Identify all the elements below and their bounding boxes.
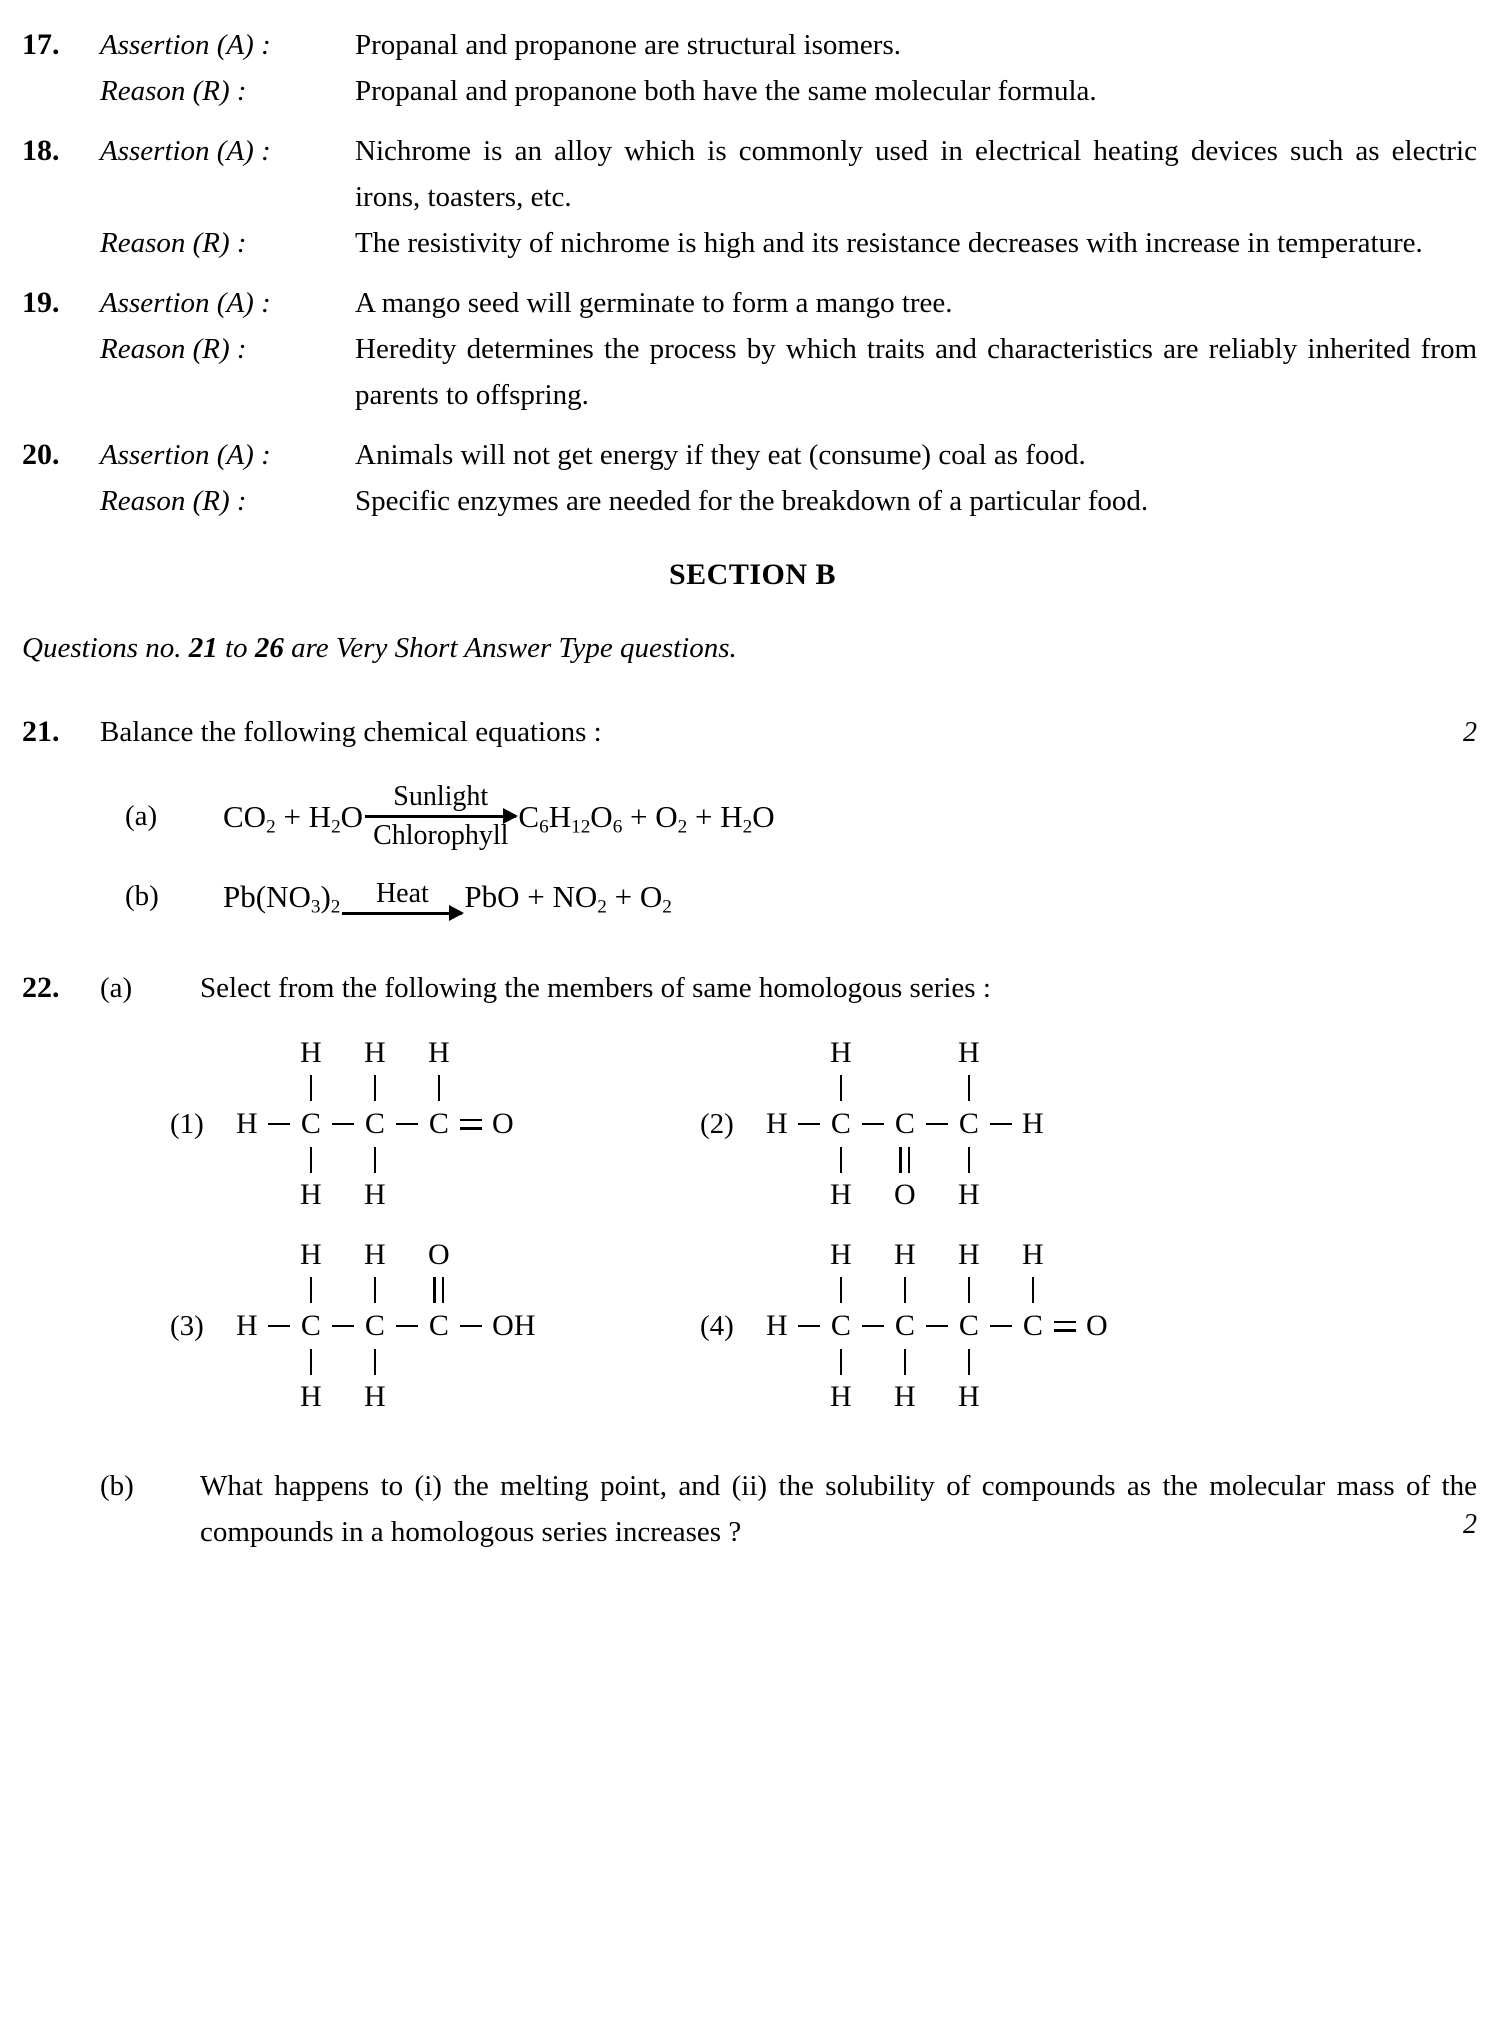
atom-center: C [894,1107,915,1140]
bond-line [268,1123,290,1126]
bond-horizontal-double [456,1033,486,1215]
atom-top: H [363,1036,386,1069]
reaction-arrow-a [365,781,516,852]
assertion-text-19: A mango seed will germinate to form a mango tree. [355,287,953,319]
bond-line [268,1325,290,1328]
question-number-21: 21. [22,715,60,748]
atom-top: H [1021,1238,1044,1271]
bond-up [374,1073,377,1103]
reason-text-19: Heredity determines the process by which traits and characteristics are reliably inherited from parents to offspring. [355,333,1477,411]
bond-line [990,1123,1012,1126]
gap-17-18 [0,114,1505,128]
atom-column-C [952,1235,986,1417]
reason-row-18 [0,220,1505,266]
bond-line [1054,1321,1076,1332]
bond-horizontal-single [328,1033,358,1215]
atom-column-C [294,1033,328,1215]
bond-line-double [432,1277,445,1303]
bond-line [968,1349,971,1375]
section-heading: SECTION B [668,558,837,591]
atom-top: H [957,1238,980,1271]
reason-row-17 [0,68,1505,114]
molecule-option-4 [700,1235,1260,1417]
bond-horizontal-single [392,1033,422,1215]
question-number-19: 19. [22,286,60,319]
bond-line [968,1277,971,1303]
bond-line [396,1123,418,1126]
reason-label-19: Reason (R) : [100,333,247,365]
assertion-row-18 [0,128,1505,220]
bond-line [310,1075,313,1101]
bond-line [310,1277,313,1303]
atom-bottom: O [893,1178,916,1211]
bond-line [310,1349,313,1375]
atom-column-H [230,1033,264,1215]
atom-center: O [1085,1309,1108,1342]
bond-horizontal-single [794,1235,824,1417]
atom-bottom: H [363,1178,386,1211]
top-spacer [0,0,1505,22]
bond-down [310,1347,313,1377]
gap-18-19 [0,266,1505,280]
atom-bottom: H [893,1380,916,1413]
bond-line [374,1147,377,1173]
bond-line [460,1325,482,1328]
atom-column-C [422,1033,456,1215]
bond-up [432,1275,445,1305]
atom-column-C [358,1033,392,1215]
bond-line [840,1075,843,1101]
arrow-below-label-a: Chlorophyll [373,820,509,851]
molecule-grid [0,1033,1505,1437]
question-number-17: 17. [22,28,60,61]
bond-down [374,1347,377,1377]
section-note [0,632,1505,665]
reason-label-18: Reason (R) : [100,227,247,259]
section-note-suffix: are Very Short Answer Type questions. [283,632,737,664]
atom-center: C [300,1107,321,1140]
atom-column-H [760,1235,794,1417]
atom-top: H [299,1238,322,1271]
bond-up [310,1275,313,1305]
bond-horizontal-single [986,1033,1016,1215]
atom-bottom: H [957,1178,980,1211]
arrow-above-label-b: Heat [375,878,429,909]
equation-a [223,781,775,852]
equation-label-a: (a) [125,800,158,832]
question-number-18: 18. [22,134,60,167]
molecule-label-3: (3) [170,1309,204,1342]
bond-line [438,1075,441,1101]
bond-down [968,1145,971,1175]
question-number-20: 20. [22,438,60,471]
bond-up [310,1073,313,1103]
bond-line [396,1325,418,1328]
reason-row-20 [0,478,1505,524]
atom-center: C [1022,1309,1043,1342]
reason-text-17: Propanal and propanone both have the same molecular formula. [355,75,1097,107]
atom-center: C [958,1107,979,1140]
atom-center: C [958,1309,979,1342]
atom-center: C [428,1107,449,1140]
bond-horizontal-single [858,1235,888,1417]
atom-column-C [294,1235,328,1417]
section-note-from: 21 [188,632,218,664]
bond-horizontal-single [328,1235,358,1417]
bond-line [460,1119,482,1130]
atom-center: C [364,1309,385,1342]
bond-down [904,1347,907,1377]
bond-line [310,1147,313,1173]
atom-column-C [422,1235,456,1417]
atom-center: C [300,1309,321,1342]
bond-up [968,1275,971,1305]
question-22-part-b [0,1463,1505,1555]
reaction-arrow-b [342,878,462,915]
bond-horizontal-single [986,1235,1016,1417]
bond-horizontal-single [858,1033,888,1215]
equation-b [223,878,672,915]
bond-line [332,1325,354,1328]
bond-horizontal-single [264,1033,294,1215]
equation-label-b: (b) [125,880,159,912]
assertion-row-19 [0,280,1505,326]
atom-column-O [486,1033,520,1215]
atom-column-H [760,1033,794,1215]
question-22-marks: 2 [1463,1509,1477,1540]
reason-text-18: The resistivity of nichrome is high and its resistance decreases with increase in temperature. [355,227,1423,259]
bond-line [840,1277,843,1303]
atom-top: H [829,1036,852,1069]
bond-down [374,1145,377,1175]
gap-19-20 [0,418,1505,432]
assertion-label-20: Assertion (A) : [100,439,271,471]
atom-center: C [428,1309,449,1342]
atom-top: H [893,1238,916,1271]
bond-up [1032,1275,1035,1305]
eq-b-products: PbO + $NO_2 + O_2$ [464,878,672,917]
bond-line [968,1075,971,1101]
assertion-text-20: Animals will not get energy if they eat (consume) coal as food. [355,439,1086,471]
bond-line [968,1147,971,1173]
atom-center: O [491,1107,514,1140]
atom-top: H [829,1238,852,1271]
bond-horizontal-single [392,1235,422,1417]
assertion-label-18: Assertion (A) : [100,135,271,167]
molecule-label-1: (1) [170,1107,204,1140]
atom-center: C [894,1309,915,1342]
atom-center: H [235,1309,258,1342]
question-21-stem: Balance the following chemical equations : [100,716,602,748]
assertion-label-19: Assertion (A) : [100,287,271,319]
assertion-text-18: Nichrome is an alloy which is commonly used in electrical heating devices such as electric irons, toasters, etc. [355,135,1477,213]
atom-bottom: H [829,1178,852,1211]
question-21-marks: 2 [1463,717,1477,748]
atom-column-C [952,1033,986,1215]
bond-horizontal-single [794,1033,824,1215]
arrow-above-label-a: Sunlight [393,781,489,812]
reason-label-20: Reason (R) : [100,485,247,517]
structure-1 [230,1033,520,1215]
atom-top: H [957,1036,980,1069]
atom-bottom: H [299,1380,322,1413]
bond-horizontal-single [264,1235,294,1417]
arrow-line-a [365,815,516,818]
atom-center: C [830,1107,851,1140]
bond-line [374,1075,377,1101]
atom-top: H [363,1238,386,1271]
bond-down [898,1145,911,1175]
assertion-row-20 [0,432,1505,478]
assertion-label-17: Assertion (A) : [100,29,271,61]
question-21-head [0,709,1505,755]
structure-3 [230,1235,542,1417]
bond-line [1032,1277,1035,1303]
section-note-to: 26 [254,632,284,664]
atom-column-C [358,1235,392,1417]
reason-text-20: Specific enzymes are needed for the breakdown of a particular food. [355,485,1149,517]
bond-down [840,1145,843,1175]
atom-center: H [765,1309,788,1342]
atom-top: H [427,1036,450,1069]
atom-center: C [364,1107,385,1140]
bond-line [374,1349,377,1375]
bond-line [798,1325,820,1328]
molecule-label-2: (2) [700,1107,734,1140]
structure-4 [760,1235,1114,1417]
assertion-text-17: Propanal and propanone are structural isomers. [355,29,901,61]
atom-column-O [1080,1235,1114,1417]
bond-horizontal-single [922,1235,952,1417]
bond-up [840,1275,843,1305]
bond-horizontal-single [922,1033,952,1215]
atom-column-C [1016,1235,1050,1417]
atom-column-C [888,1033,922,1215]
bond-down [968,1347,971,1377]
bond-up [904,1275,907,1305]
bond-line-double [898,1147,911,1173]
bond-line [798,1123,820,1126]
bond-line [840,1349,843,1375]
bond-up [840,1073,843,1103]
bond-line [926,1325,948,1328]
bond-horizontal-single [456,1235,486,1417]
question-number-22: 22. [22,971,60,1004]
atom-center: H [765,1107,788,1140]
eq-a-products: $C_6H_{12}O_6 + O_2 + H_2O$ [518,798,775,837]
bond-line [332,1123,354,1126]
bond-up [968,1073,971,1103]
arrow-line-b [342,912,462,915]
molecule-option-2 [700,1033,1260,1215]
atom-bottom: H [299,1178,322,1211]
atom-center: H [235,1107,258,1140]
bond-up [438,1073,441,1103]
bond-up [374,1275,377,1305]
atom-bottom: H [957,1380,980,1413]
bond-line [904,1349,907,1375]
assertion-row-17 [0,22,1505,68]
bond-line [904,1277,907,1303]
bond-line [926,1123,948,1126]
atom-center: H [1021,1107,1044,1140]
atom-column-OH [486,1235,542,1417]
question-22-part-b-stem: What happens to (i) the melting point, and (ii) the solubility of compounds as the molecular mass of the compounds in a homologous series increases ? [200,1470,1477,1548]
question-22-head [0,965,1505,1011]
atom-top: O [427,1238,450,1271]
section-note-prefix: Questions no. [22,632,189,664]
eq-a-reactants: $CO_2 + H_2O$ [223,798,364,837]
atom-column-C [824,1235,858,1417]
question-22-part-a-stem: Select from the following the members of same homologous series : [200,972,991,1004]
atom-bottom: H [829,1380,852,1413]
bond-horizontal-double [1050,1235,1080,1417]
molecule-option-3 [170,1235,700,1417]
equation-row-b [0,878,1505,915]
bond-down [840,1347,843,1377]
bond-line [840,1147,843,1173]
reason-row-19 [0,326,1505,418]
atom-column-H [1016,1033,1050,1215]
bond-line [862,1325,884,1328]
structure-2 [760,1033,1050,1215]
atom-column-C [824,1033,858,1215]
bond-line [374,1277,377,1303]
molecule-label-4: (4) [700,1309,734,1342]
equation-row-a [0,781,1505,852]
atom-center: C [830,1309,851,1342]
bond-line [862,1123,884,1126]
atom-column-C [888,1235,922,1417]
atom-center: OH [492,1309,536,1342]
question-22-part-b-label: (b) [100,1470,134,1502]
atom-top: H [299,1036,322,1069]
section-note-mid: to [217,632,255,664]
atom-column-H [230,1235,264,1417]
bond-line [990,1325,1012,1328]
bond-down [310,1145,313,1175]
molecule-option-1 [170,1033,700,1215]
eq-b-reactants: $Pb(NO_3)_2$ [223,878,341,917]
question-22-part-a-label: (a) [100,972,133,1004]
atom-bottom: H [363,1380,386,1413]
reason-label-17: Reason (R) : [100,75,247,107]
